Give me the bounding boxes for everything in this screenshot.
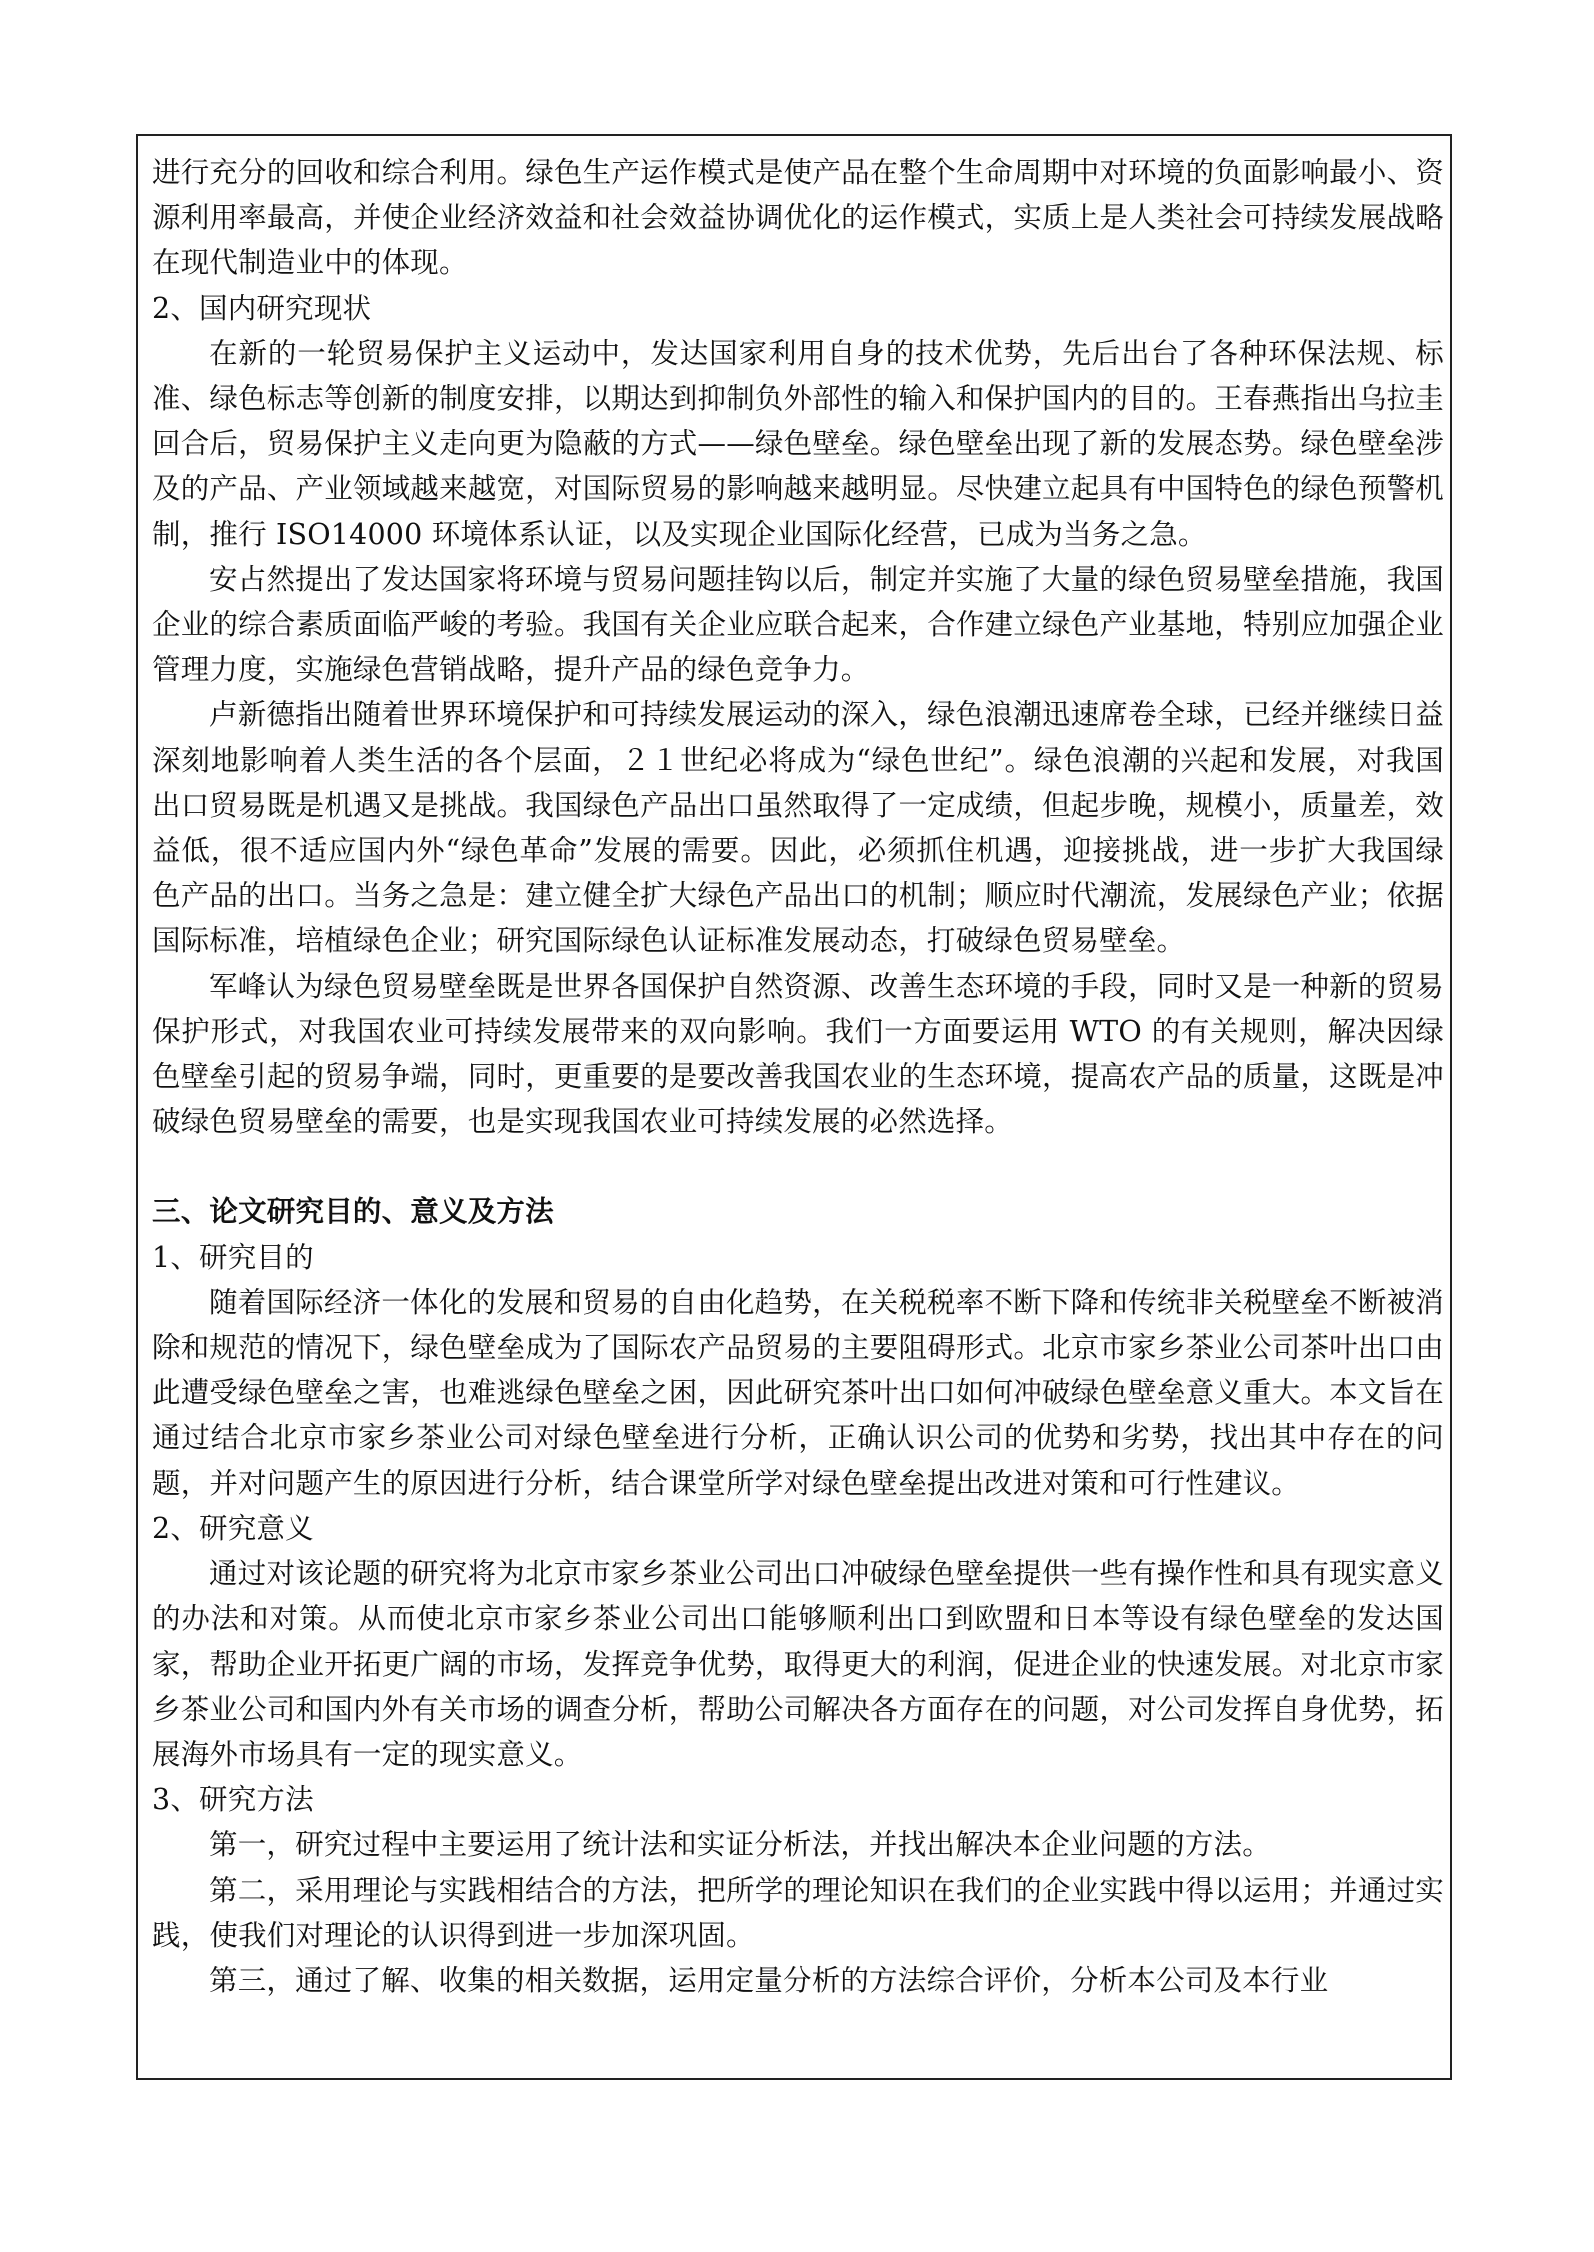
paragraph-jun-feng: 军峰认为绿色贸易壁垒既是世界各国保护自然资源、改善生态环境的手段，同时又是一种新的贸易保护形式，对我国农业可持续发展带来的双向影响。我们一方面要运用 WTO 的有关规则，解决因绿色壁垒引起的贸易争端，同时，更重要的是要改善我国农业的生态环境，提高农产品的质量，这既是冲破绿色贸易壁垒的需要，也是实现我国农业可持续发展的必然选择。 [152,969,1444,1139]
subheading-research-significance: 2、研究意义 [152,1511,314,1545]
subheading-research-purpose: 1、研究目的 [152,1240,314,1274]
paragraph-method-third: 第三，通过了解、收集的相关数据，运用定量分析的方法综合评价，分析本公司及本行业 [209,1963,1329,1997]
paragraph-research-purpose: 随着国际经济一体化的发展和贸易的自由化趋势，在关税税率不断下降和传统非关税壁垒不断被消除和规范的情况下，绿色壁垒成为了国际农产品贸易的主要阻碍形式。北京市家乡茶业公司茶叶出口由此遭受绿色壁垒之害，也难逃绿色壁垒之困，因此研究茶叶出口如何冲破绿色壁垒意义重大。本文旨在通过结合北京市家乡茶业公司对绿色壁垒进行分析，正确认识公司的优势和劣势，找出其中存在的问题，并对问题产生的原因进行分析，结合课堂所学对绿色壁垒提出改进对策和可行性建议。 [152,1285,1444,1500]
document-body [152,150,1444,2003]
paragraph-method-first: 第一，研究过程中主要运用了统计法和实证分析法，并找出解决本企业问题的方法。 [209,1828,1271,1862]
section-heading-purpose-significance-method: 三、论文研究目的、意义及方法 [152,1194,554,1229]
subheading-domestic-research: 2、国内研究现状 [152,291,372,325]
subheading-research-method: 3、研究方法 [152,1783,314,1817]
paragraph-trade-protectionism: 在新的一轮贸易保护主义运动中，发达国家利用自身的技术优势，先后出台了各种环保法规、标准、绿色标志等创新的制度安排，以期达到抑制负外部性的输入和保护国内的目的。王春燕指出乌拉圭回合后，贸易保护主义走向更为隐蔽的方式——绿色壁垒。绿色壁垒出现了新的发展态势。绿色壁垒涉及的产品、产业领域越来越宽，对国际贸易的影响越来越明显。尽快建立起具有中国特色的绿色预警机制，推行 ISO14000 环境体系认证，以及实现企业国际化经营，已成为当务之急。 [152,336,1444,551]
paragraph-continuation: 进行充分的回收和综合利用。绿色生产运作模式是使产品在整个生命周期中对环境的负面影响最小、资源利用率最高，并使企业经济效益和社会效益协调优化的运作模式，实质上是人类社会可持续发展战略在现代制造业中的体现。 [152,156,1444,280]
paragraph-research-significance: 通过对该论题的研究将为北京市家乡茶业公司出口冲破绿色壁垒提供一些有操作性和具有现实意义的办法和对策。从而使北京市家乡茶业公司出口能够顺利出口到欧盟和日本等设有绿色壁垒的发达国家，帮助企业开拓更广阔的市场，发挥竞争优势，取得更大的利润，促进企业的快速发展。对北京市家乡茶业公司和国内外有关市场的调查分析，帮助公司解决各方面存在的问题，对公司发挥自身优势，拓展海外市场具有一定的现实意义。 [152,1557,1444,1771]
paragraph-an-zhanran: 安占然提出了发达国家将环境与贸易问题挂钩以后，制定并实施了大量的绿色贸易壁垒措施，我国企业的综合素质面临严峻的考验。我国有关企业应联合起来，合作建立绿色产业基地，特别应加强企业管理力度，实施绿色营销战略，提升产品的绿色竞争力。 [152,562,1444,687]
paragraph-lu-xinde: 卢新德指出随着世界环境保护和可持续发展运动的深入，绿色浪潮迅速席卷全球，已经并继续日益深刻地影响着人类生活的各个层面，２１世纪必将成为“绿色世纪”。绿色浪潮的兴起和发展，对我国出口贸易既是机遇又是挑战。我国绿色产品出口虽然取得了一定成绩，但起步晚，规模小，质量差，效益低，很不适应国内外“绿色革命”发展的需要。因此，必须抓住机遇，迎接挑战，进一步扩大我国绿色产品的出口。当务之急是：建立健全扩大绿色产品出口的机制；顺应时代潮流，发展绿色产业；依据国际标准，培植绿色企业；研究国际绿色认证标准发展动态，打破绿色贸易壁垒。 [152,698,1444,958]
paragraph-method-second: 第二，采用理论与实践相结合的方法，把所学的理论知识在我们的企业实践中得以运用；并通过实践，使我们对理论的认识得到进一步加深巩固。 [152,1873,1444,1952]
